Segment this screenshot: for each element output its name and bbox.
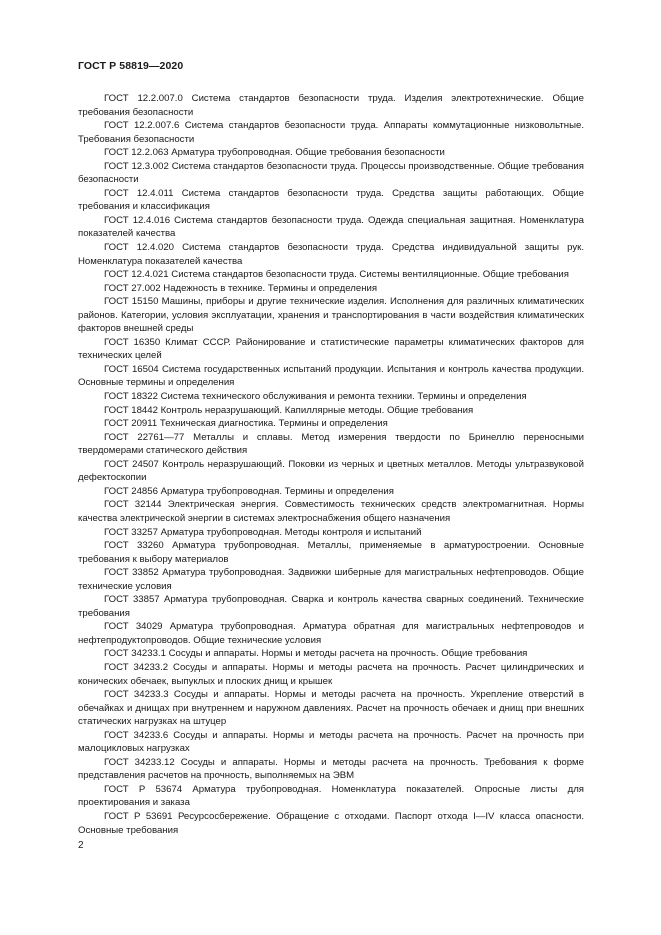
reference-item: ГОСТ 12.4.021 Система стандартов безопасности труда. Системы вентиляционные. Общие требования bbox=[104, 269, 569, 281]
reference-item: ГОСТ 34233.6 Сосуды и аппараты. Нормы и методы расчета на прочность. Расчет на прочность при малоцикловых нагрузках bbox=[78, 729, 584, 755]
reference-item: ГОСТ 34233.2 Сосуды и аппараты. Нормы и методы расчета на прочность. Расчет цилиндрических и конических обечаек, выпуклых и плоских днищ и крышек bbox=[78, 661, 584, 687]
reference-item: ГОСТ 34233.3 Сосуды и аппараты. Нормы и методы расчета на прочность. Укрепление отверстий в обечайках и днищах при внутреннем и наружном давлениях. Расчет на прочность обечаек и днищ при внешних статических нагрузках на штуцер bbox=[78, 689, 584, 728]
reference-item: ГОСТ 33857 Арматура трубопроводная. Сварка и контроль качества сварных соединений. Технические требования bbox=[78, 594, 584, 619]
reference-item: ГОСТ 22761—77 Металлы и сплавы. Метод измерения твердости по Бринеллю переносными твердомерами статического действия bbox=[78, 431, 584, 457]
reference-item: ГОСТ 18322 Система технического обслуживания и ремонта техники. Термины и определения bbox=[104, 391, 527, 403]
reference-item: ГОСТ 12.4.020 Система стандартов безопасности труда. Средства индивидуальной защиты рук. Номенклатура показателей качества bbox=[78, 242, 584, 267]
reference-item: ГОСТ 24856 Арматура трубопроводная. Термины и определения bbox=[104, 485, 394, 497]
reference-item: ГОСТ 12.2.007.6 Система стандартов безопасности труда. Аппараты коммутационные низковольтные. Требования безопасности bbox=[78, 120, 584, 145]
reference-item: ГОСТ 32144 Электрическая энергия. Совместимость технических средств электромагнитная. Нормы качества электрической энергии в системах электроснабжения общего назначения bbox=[78, 499, 584, 524]
reference-item: ГОСТ 12.2.063 Арматура трубопроводная. Общие требования безопасности bbox=[104, 147, 445, 159]
reference-item: ГОСТ Р 53691 Ресурсосбережение. Обращение с отходами. Паспорт отхода I—IV класса опасности. Основные требования bbox=[78, 810, 584, 836]
reference-item: ГОСТ 33257 Арматура трубопроводная. Методы контроля и испытаний bbox=[104, 526, 422, 538]
reference-item: ГОСТ 12.4.011 Система стандартов безопасности труда. Средства защиты работающих. Общие требования и классификация bbox=[78, 187, 584, 213]
reference-item: ГОСТ 12.2.007.0 Система стандартов безопасности труда. Изделия электротехнические. Общие требования безопасности bbox=[78, 93, 584, 118]
normative-references-list bbox=[78, 92, 584, 837]
reference-item: ГОСТ 33260 Арматура трубопроводная. Металлы, применяемые в арматуростроении. Основные требования к выбору материалов bbox=[78, 540, 584, 565]
reference-item: ГОСТ 34233.12 Сосуды и аппараты. Нормы и методы расчета на прочность. Требования к форме представления расчетов на прочность, выполняемых на ЭВМ bbox=[78, 756, 584, 782]
page-number: 2 bbox=[78, 840, 84, 851]
reference-item: ГОСТ Р 53674 Арматура трубопроводная. Номенклатура показателей. Опросные листы для проектирования и заказа bbox=[78, 783, 584, 809]
reference-item: ГОСТ 18442 Контроль неразрушающий. Капиллярные методы. Общие требования bbox=[104, 404, 474, 416]
reference-item: ГОСТ 34029 Арматура трубопроводная. Арматура обратная для магистральных нефтепроводов и нефтепродуктопроводов. Общие технические условия bbox=[78, 621, 584, 646]
reference-item: ГОСТ 33852 Арматура трубопроводная. Задвижки шиберные для магистральных нефтепроводов. Общие технические условия bbox=[78, 567, 584, 592]
reference-item: ГОСТ 12.4.016 Система стандартов безопасности труда. Одежда специальная защитная. Номенклатура показателей качества bbox=[78, 214, 584, 240]
reference-item: ГОСТ 34233.1 Сосуды и аппараты. Нормы и методы расчета на прочность. Общие требования bbox=[104, 648, 528, 660]
reference-item: ГОСТ 16504 Система государственных испытаний продукции. Испытания и контроль качества продукции. Основные термины и определения bbox=[78, 363, 584, 389]
document-header: ГОСТ Р 58819—2020 bbox=[78, 60, 184, 72]
reference-item: ГОСТ 16350 Климат СССР. Районирование и статистические параметры климатических факторов для технических целей bbox=[78, 336, 584, 362]
reference-item: ГОСТ 24507 Контроль неразрушающий. Поковки из черных и цветных металлов. Методы ультразвуковой дефектоскопии bbox=[78, 458, 584, 484]
reference-item: ГОСТ 12.3.002 Система стандартов безопасности труда. Процессы производственные. Общие требования безопасности bbox=[78, 160, 584, 186]
reference-item: ГОСТ 20911 Техническая диагностика. Термины и определения bbox=[104, 418, 388, 430]
reference-item: ГОСТ 15150 Машины, приборы и другие технические изделия. Исполнения для различных климатических районов. Категории, условия эксплуатации, хранения и транспортирования в части воздействия климатических факторов внешней среды bbox=[78, 296, 584, 335]
reference-item: ГОСТ 27.002 Надежность в технике. Термины и определения bbox=[104, 282, 378, 294]
